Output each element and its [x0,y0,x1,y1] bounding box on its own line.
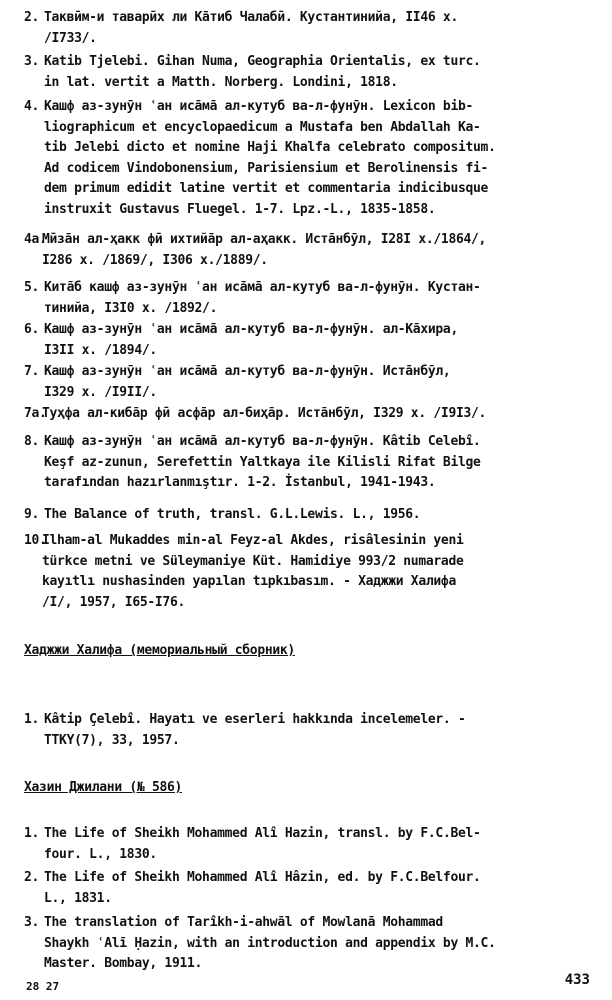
entry-number: 4. [24,99,40,114]
bibliography-entry [24,8,600,49]
entry-line: Кашф аз-зунӯн ʿан исāмā ал-кутуб ва-л-фунӯн. Lexicon bib- [44,99,474,114]
entry-line: kayıtlı nushasinden yapılan tıpkıbasım. - Хаджжи Халифа [42,574,456,589]
entry-text [24,52,600,93]
bibliography-entry [24,362,600,403]
entry-text [24,97,600,220]
entry-number: 1. [24,712,40,727]
entry-line: Туҳфа ал-кибāр фӣ асфāр ал-биҳāр. Истāнбӯл, I329 х. /I9I3/. [42,406,487,421]
entry-line: tarafından hazırlanmıştır. 1-2. İstanbul, 1941-1943. [44,475,436,490]
entry-line: Кашф аз-зунӯн ʿан исāмā ал-кутуб ва-л-фунӯн. Истāнбӯл, [44,364,451,379]
bibliography-entry [24,320,600,361]
bibliography-entry [24,52,600,93]
entry-text [24,432,600,494]
entry-line: instruxit Gustavus Fluegel. 1-7. Lpz.-L., 1835-1858. [44,201,436,217]
entry-text [24,913,600,975]
entry-text [24,505,600,526]
entry-line: Кашф аз-зунӯн ʿан исāмā ал-кутуб ва-л-фунӯн. Kâtib Celebî. [44,434,481,449]
bibliography-entry [24,505,600,526]
entry-line: Ilham-al Mukaddes min-al Feyz-al Akdes, risâlesinin yeni [42,533,464,548]
entry-line: /I733/. [44,30,97,46]
entry-number: 10. [24,533,47,548]
entry-text [24,531,600,613]
entry-number: 7. [24,364,40,379]
entry-line: The translation of Tarîkh-i-ahwāl of Mowlanā Mohammad [44,915,443,930]
entry-line: Кашф аз-зунӯн ʿан исāмā ал-кутуб ва-л-фунӯн. ал-Кāхира, [44,322,458,337]
entry-line: The Balance of truth, transl. G.L.Lewis. L., 1956. [44,507,421,522]
page-number: 433 [564,972,590,988]
footer-code: 28 27 [26,980,60,993]
entry-number: 8. [24,434,40,449]
entry-line: Shaykh ʿAlī Ḥazin, with an introduction and appendix by M.C. [44,935,496,951]
entry-number: 5. [24,280,40,295]
entry-line: I329 х. /I9II/. [44,384,157,400]
bibliography-entry [24,230,600,271]
entry-number: 2. [24,10,40,25]
entry-number: 4a. [24,232,47,247]
entry-text [24,230,600,271]
entry-line: I3II х. /1894/. [44,342,157,358]
entry-line: Master. Bombay, 1911. [44,956,203,971]
entry-number: 7a. [24,406,47,421]
bibliography-entry [24,97,600,220]
entry-number: 2. [24,870,40,885]
bibliography-entry [24,278,600,319]
entry-line: Китāб кашф аз-зунӯн ʿан исāмā ал-кутуб ва-л-фунӯн. Кустан- [44,280,481,295]
bibliography-entry [24,868,600,909]
bibliography-entry [24,913,600,975]
bibliography-entry [24,404,600,425]
entry-text [24,278,600,319]
entry-number: 1. [24,826,40,841]
entry-line: I286 х. /1869/, I306 х./1889/. [42,252,268,268]
entry-line: Ad codicem Vindobonensium, Parisiensium et Berolinensis fi- [44,160,489,176]
entry-line: Таквӣм-и таварӣх ли Кāтиб Чалабӣ. Кустантинийа, II46 х. [44,10,458,25]
entry-text [24,8,600,49]
entry-line: four. L., 1830. [44,846,157,862]
entry-line: L., 1831. [44,890,112,906]
bibliography-entry [24,432,600,494]
bibliography-entry [24,710,600,751]
bibliography-entry [24,824,600,865]
entry-text [24,320,600,361]
section-heading-memorial: Хаджжи Халифа (мемориальный сборник) [24,643,295,658]
entry-line: Katib Tjelebi. Gihan Numa, Geographia Orientalis, ex turc. [44,54,481,69]
entry-line: /I/, 1957, I65-I76. [42,594,186,610]
entry-number: 9. [24,507,40,522]
section-heading-hazin: Хазин Джилани (№ 586) [24,780,183,795]
entry-number: 3. [24,54,40,69]
entry-line: тинийа, I3I0 х. /1892/. [44,300,218,316]
entry-text [24,710,600,751]
bibliography-entry [24,531,600,613]
entry-line: dem primum edidit latine vertit et commentaria indicibusque [44,181,489,196]
entry-line: liographicum et encyclopaedicum a Mustafa ben Abdallah Ka- [44,119,481,135]
entry-line: türkce metni ve Süleymaniye Küt. Hamidiye 993/2 numarade [42,553,464,569]
entry-text [24,404,600,425]
entry-line: The Life of Sheikh Mohammed Alî Hâzin, ed. by F.C.Belfour. [44,870,481,885]
entry-text [24,868,600,909]
entry-number: 3. [24,915,40,930]
entry-line: in lat. vertit a Matth. Norberg. Londini, 1818. [44,74,398,90]
entry-line: Keşf az-zunun, Serefettin Yaltkaya ile Kilisli Rifat Bilge [44,454,481,470]
entry-line: tib Jelebi dicto et nomine Haji Khalfa celebrato compositum. [44,140,496,155]
entry-line: Мӣзāн ал-ҳакк фӣ ихтийāр ал-аҳакк. Истāнбӯл, I28I х./1864/, [42,232,487,247]
entry-line: TTKY(7), 33, 1957. [44,732,180,748]
entry-text [24,362,600,403]
entry-number: 6. [24,322,40,337]
entry-line: The Life of Sheikh Mohammed Alî Hazin, transl. by F.C.Bel- [44,826,481,841]
entry-line: Kâtip Çelebî. Hayatı ve eserleri hakkında incelemeler. - [44,712,466,727]
entry-text [24,824,600,865]
